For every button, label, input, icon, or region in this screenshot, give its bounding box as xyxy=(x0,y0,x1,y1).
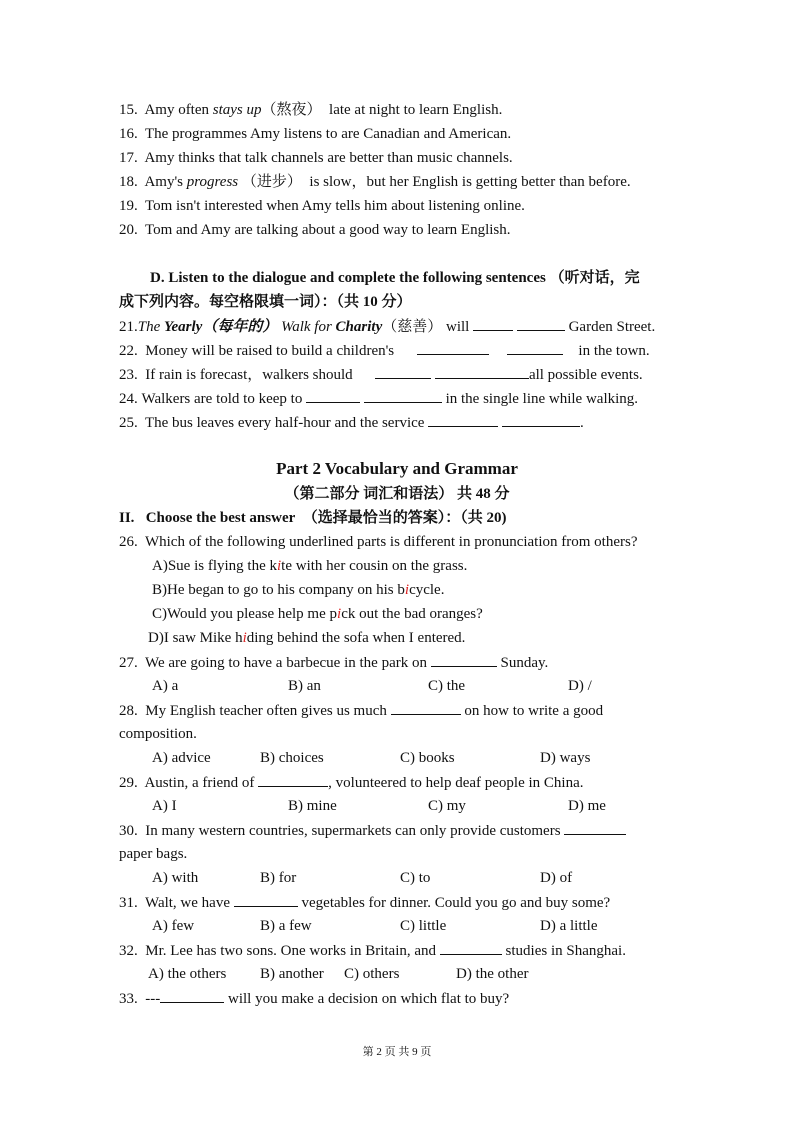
question-25: 25. The bus leaves every half-hour and the service . xyxy=(119,412,584,433)
question-33: 33. --- will you make a decision on which flat to buy? xyxy=(119,988,509,1009)
q31-option-a[interactable]: A) few xyxy=(152,918,195,934)
question-21: 21.The Yearly（每年的） Walk for Charity（慈善） will Garden Street. xyxy=(119,316,655,337)
q32-option-d[interactable]: D) the other xyxy=(456,966,529,982)
answer-blank[interactable] xyxy=(306,388,360,403)
q27-option-b[interactable]: B) an xyxy=(288,678,321,694)
part-2-subtitle: （第二部分 词汇和语法） 共 48 分 xyxy=(284,486,510,502)
statement-19: 19. Tom isn't interested when Amy tells him about listening online. xyxy=(119,198,525,214)
q27-option-a[interactable]: A) a xyxy=(152,678,179,694)
statement-18: 18. Amy's progress （进步） is slow，but her English is getting better than before. xyxy=(119,174,631,190)
section-ii-heading: II. Choose the best answer （选择最恰当的答案）：（共 20) xyxy=(119,510,507,526)
question-32: 32. Mr. Lee has two sons. One works in Britain, and studies in Shanghai. xyxy=(119,940,626,961)
q28-option-c[interactable]: C) books xyxy=(400,750,455,766)
answer-blank[interactable] xyxy=(417,340,489,355)
answer-blank[interactable] xyxy=(234,892,298,907)
question-26: 26. Which of the following underlined parts is different in pronunciation from others? xyxy=(119,534,638,550)
q26-option-d[interactable]: D)I saw Mike hiding behind the sofa when I entered. xyxy=(148,630,466,646)
q32-option-c[interactable]: C) others xyxy=(344,966,400,982)
question-29: 29. Austin, a friend of , volunteered to help deaf people in China. xyxy=(119,772,584,793)
q31-option-c[interactable]: C) little xyxy=(400,918,447,934)
q27-option-c[interactable]: C) the xyxy=(428,678,466,694)
q32-option-b[interactable]: B) another xyxy=(260,966,324,982)
answer-blank[interactable] xyxy=(440,940,502,955)
q29-option-d[interactable]: D) me xyxy=(568,798,606,814)
q31-option-d[interactable]: D) a little xyxy=(540,918,598,934)
answer-blank[interactable] xyxy=(375,364,431,379)
answer-blank[interactable] xyxy=(258,772,328,787)
page-number: 第 2 页 共 9 页 xyxy=(362,1046,432,1058)
section-d-heading: D. Listen to the dialogue and complete the following sentences （听对话，完 xyxy=(150,270,640,286)
question-28-cont: composition. xyxy=(119,726,197,742)
answer-blank[interactable] xyxy=(391,700,461,715)
q28-option-b[interactable]: B) choices xyxy=(260,750,324,766)
q31-option-b[interactable]: B) a few xyxy=(260,918,312,934)
question-22: 22. Money will be raised to build a children's in the town. xyxy=(119,340,650,361)
q30-option-c[interactable]: C) to xyxy=(400,870,431,886)
statement-15: 15. Amy often stays up（熬夜） late at night to learn English. xyxy=(119,102,503,118)
q30-option-d[interactable]: D) of xyxy=(540,870,573,886)
q28-option-a[interactable]: A) advice xyxy=(152,750,211,766)
q26-option-a[interactable]: A)Sue is flying the kite with her cousin on the grass. xyxy=(152,558,468,574)
answer-blank[interactable] xyxy=(364,388,442,403)
q28-option-d[interactable]: D) ways xyxy=(540,750,591,766)
part-2-title: Part 2 Vocabulary and Grammar xyxy=(276,459,518,478)
answer-blank[interactable] xyxy=(473,316,513,331)
q32-option-a[interactable]: A) the others xyxy=(148,966,227,982)
q26-option-c[interactable]: C)Would you please help me pick out the bad oranges? xyxy=(152,606,483,622)
q26-option-b[interactable]: B)He began to go to his company on his bicycle. xyxy=(152,582,445,598)
q29-option-b[interactable]: B) mine xyxy=(288,798,337,814)
question-27: 27. We are going to have a barbecue in the park on Sunday. xyxy=(119,652,548,673)
q30-option-b[interactable]: B) for xyxy=(260,870,297,886)
question-30-cont: paper bags. xyxy=(119,846,188,862)
answer-blank[interactable] xyxy=(517,316,565,331)
statement-20: 20. Tom and Amy are talking about a good way to learn English. xyxy=(119,222,511,238)
answer-blank[interactable] xyxy=(507,340,563,355)
question-23: 23. If rain is forecast，walkers should all possible events. xyxy=(119,364,643,385)
answer-blank[interactable] xyxy=(160,988,224,1003)
statement-17: 17. Amy thinks that talk channels are better than music channels. xyxy=(119,150,513,166)
question-31: 31. Walt, we have vegetables for dinner. Could you go and buy some? xyxy=(119,892,610,913)
answer-blank[interactable] xyxy=(428,412,498,427)
section-d-heading-cont: 成下列内容。每空格限填一词）：（共 10 分） xyxy=(119,294,412,310)
statement-16: 16. The programmes Amy listens to are Canadian and American. xyxy=(119,126,512,142)
question-24: 24. Walkers are told to keep to in the single line while walking. xyxy=(119,388,638,409)
q29-option-c[interactable]: C) my xyxy=(428,798,466,814)
question-30: 30. In many western countries, supermarkets can only provide customers xyxy=(119,820,626,841)
answer-blank[interactable] xyxy=(431,652,497,667)
answer-blank[interactable] xyxy=(502,412,580,427)
q29-option-a[interactable]: A) I xyxy=(152,798,177,814)
q30-option-a[interactable]: A) with xyxy=(152,870,199,886)
question-28: 28. My English teacher often gives us much on how to write a good xyxy=(119,700,603,721)
answer-blank[interactable] xyxy=(564,820,626,835)
q27-option-d[interactable]: D) / xyxy=(568,678,592,694)
answer-blank[interactable] xyxy=(435,364,529,379)
